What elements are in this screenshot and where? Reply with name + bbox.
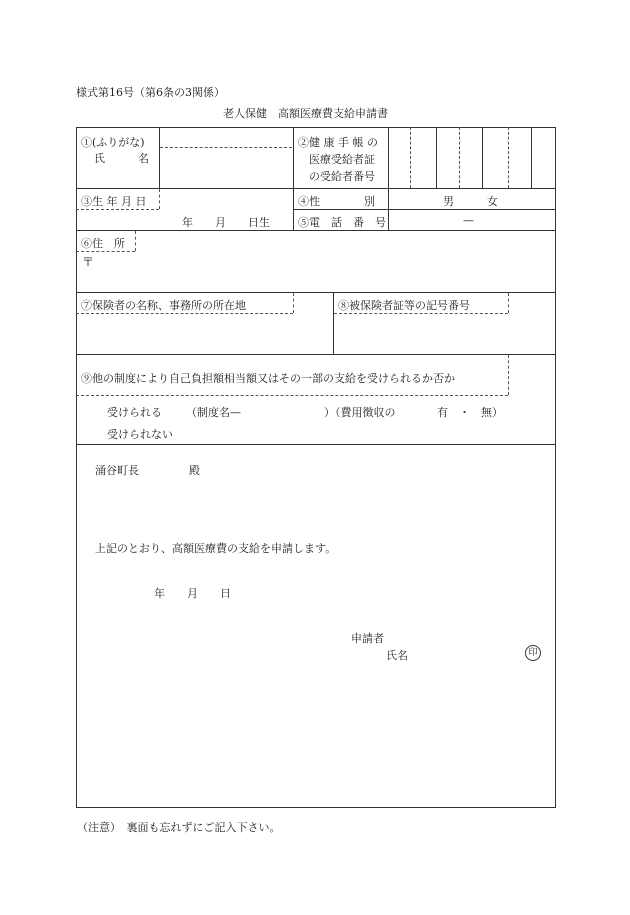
fee-collection-label: ）（費用徴収の (324, 406, 396, 419)
recipient-number-input[interactable] (390, 129, 554, 186)
form-title: 老人保健 高額医療費支給申請書 (223, 107, 388, 120)
system-name-label: （制度名— (186, 406, 241, 419)
insurer-input[interactable] (78, 316, 331, 352)
footer-note: （注意） 裏面も忘れずにご記入下さい。 (77, 821, 281, 834)
address-label: ⑥住 所 (81, 237, 125, 250)
application-date[interactable]: 年 月 日 (154, 587, 231, 600)
insurer-label: ⑦保険者の名称、事務所の所在地 (81, 299, 246, 312)
form-number: 様式第16号（第6条の3関係） (76, 86, 225, 99)
fee-options[interactable]: 有 ・ 無） (437, 406, 503, 419)
statement: 上記のとおり、高額医療費の支給を申請します。 (95, 542, 337, 555)
postal-mark: 〒 (82, 255, 95, 269)
other-system-label: ⑨他の制度により自己負担額相当額又はその一部の支給を受けられるか否か (81, 372, 455, 385)
receive-yes-option[interactable]: 受けられる (107, 406, 162, 419)
applicant-label: 申請者 (351, 632, 384, 645)
phone-input[interactable]: — (463, 214, 474, 227)
sex-options[interactable]: 男 女 (443, 195, 498, 208)
phone-label: ⑤電 話 番 号 (298, 216, 386, 229)
name-label: 氏 名 (94, 152, 149, 165)
recipient-label-3: の受給者番号 (309, 170, 375, 183)
seal-mark: 印 (525, 645, 541, 661)
furigana-label: ①(ふりがな) (81, 136, 145, 149)
address-input[interactable] (100, 253, 550, 289)
applicant-name-label: 氏名 (386, 649, 408, 662)
sex-label: ④性 別 (298, 195, 375, 208)
recipient-label-2: 医療受給者証 (309, 153, 375, 166)
birth-date-input[interactable]: 年 月 日生 (182, 216, 270, 229)
applicant-name-input[interactable] (412, 645, 520, 661)
insured-card-label: ⑧被保険者証等の記号番号 (338, 299, 470, 312)
recipient-label-1: ②健 康 手 帳 の (298, 136, 378, 149)
insured-card-input[interactable] (336, 316, 554, 352)
receive-no-option[interactable]: 受けられない (107, 428, 173, 441)
name-input[interactable] (161, 150, 291, 186)
honorific: 殿 (189, 464, 200, 477)
addressee: 涌谷町長 (95, 464, 139, 477)
birth-label: ③生 年 月 日 (81, 195, 147, 208)
